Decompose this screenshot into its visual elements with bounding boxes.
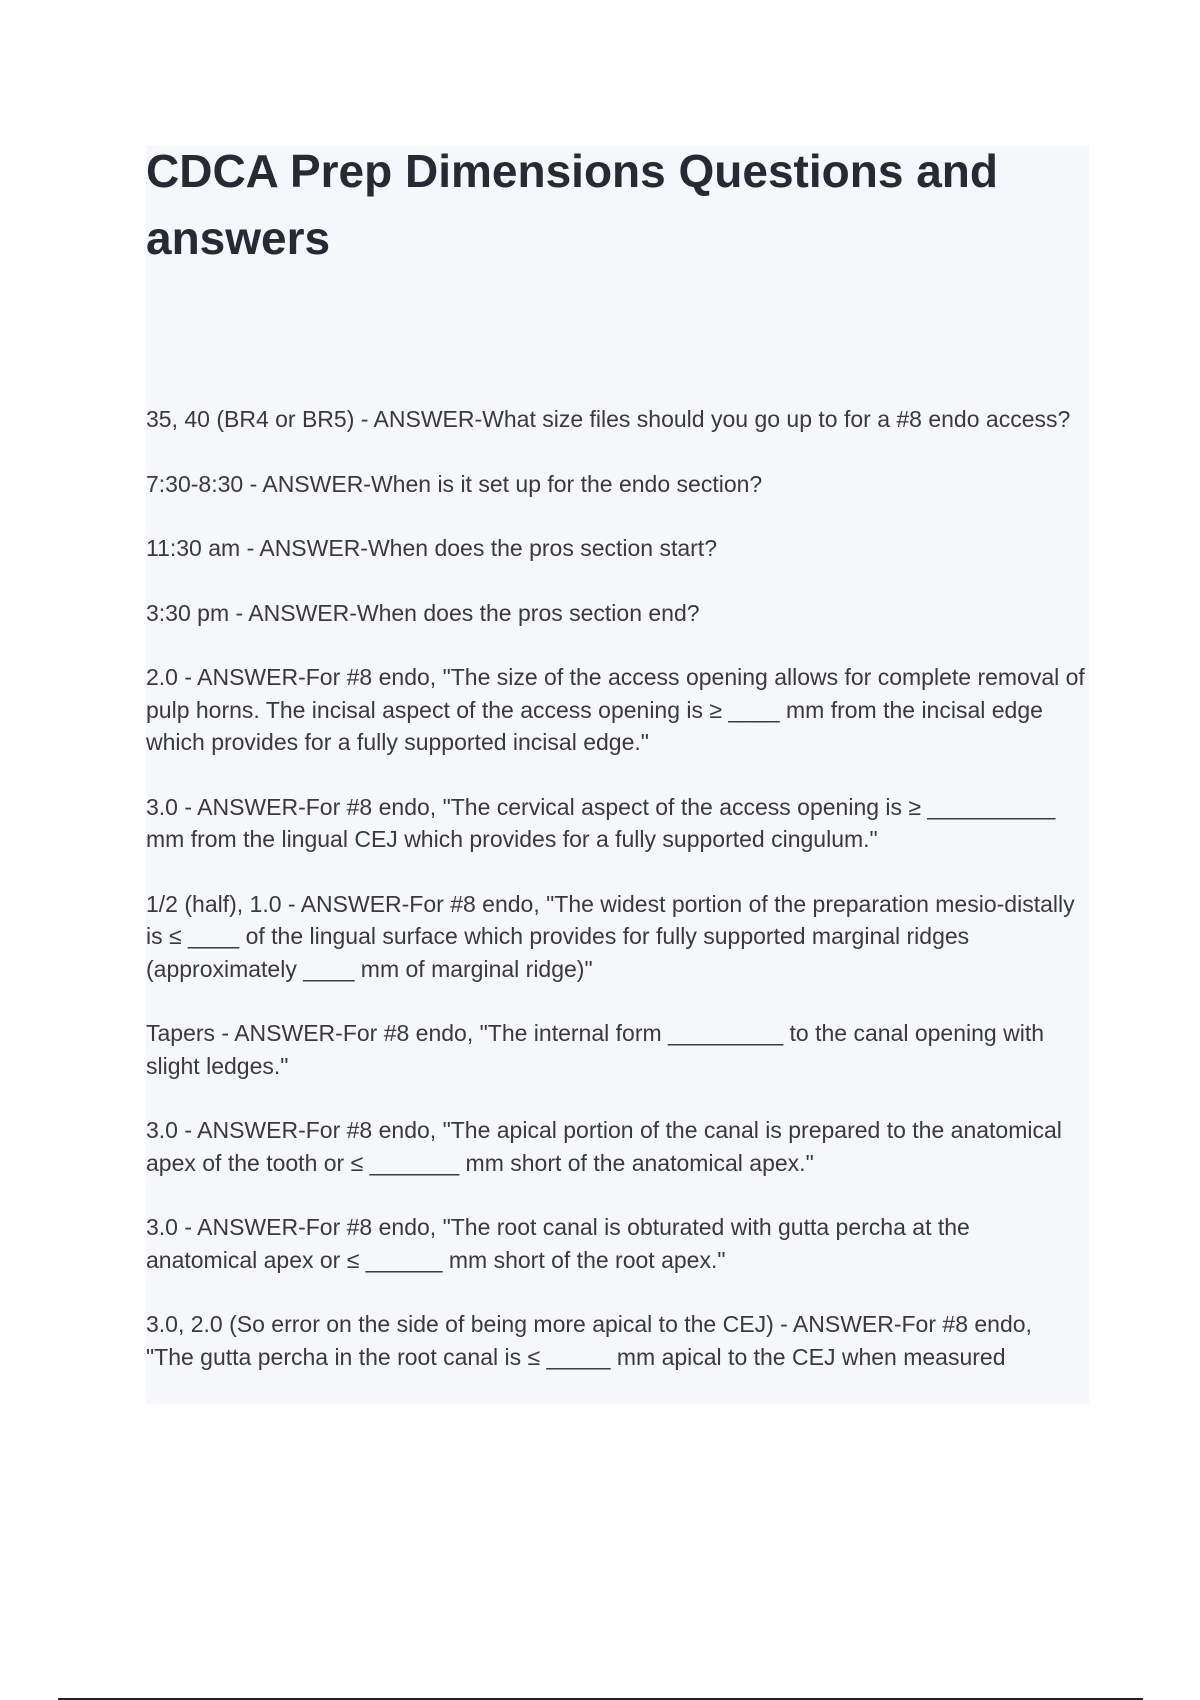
qa-item: 3.0 - ANSWER-For #8 endo, "The cervical aspect of the access opening is ≥ __________ mm from the lingual CEJ which provides for a fully supported cingulum." [146, 793, 1056, 852]
qa-item: Tapers - ANSWER-For #8 endo, "The internal form _________ to the canal opening with slight ledges." [146, 1020, 1044, 1079]
qa-item: 11:30 am - ANSWER-When does the pros section start? [146, 535, 717, 561]
qa-item: 3.0, 2.0 (So error on the side of being more apical to the CEJ) - ANSWER-For #8 endo, "The gutta percha in the root canal is ≤ _____ mm apical to the CEJ when measured [146, 1311, 1032, 1370]
qa-item: 1/2 (half), 1.0 - ANSWER-For #8 endo, "The widest portion of the preparation mesio-distally is ≤ ____ of the lingual surface which provides for fully supported marginal ridges (approximately ____ mm of marginal ridge)" [146, 890, 1075, 982]
qa-item: 3.0 - ANSWER-For #8 endo, "The root canal is obturated with gutta percha at the anatomical apex or ≤ ______ mm short of the root apex." [146, 1214, 970, 1273]
qa-list [146, 403, 1086, 1405]
qa-item: 2.0 - ANSWER-For #8 endo, "The size of the access opening allows for complete removal of pulp horns. The incisal aspect of the access opening is ≥ ____ mm from the incisal edge which provides for a fully supported incisal edge." [146, 664, 1085, 755]
qa-item: 3.0 - ANSWER-For #8 endo, "The apical portion of the canal is prepared to the anatomical apex of the tooth or ≤ _______ mm short of the anatomical apex." [146, 1117, 1062, 1176]
qa-item: 35, 40 (BR4 or BR5) - ANSWER-What size files should you go up to for a #8 endo access? [146, 406, 1071, 432]
qa-item: 3:30 pm - ANSWER-When does the pros section end? [146, 599, 700, 626]
document-title: CDCA Prep Dimensions Questions and answers [146, 145, 998, 264]
qa-item: 7:30-8:30 - ANSWER-When is it set up for the endo section? [146, 470, 763, 497]
